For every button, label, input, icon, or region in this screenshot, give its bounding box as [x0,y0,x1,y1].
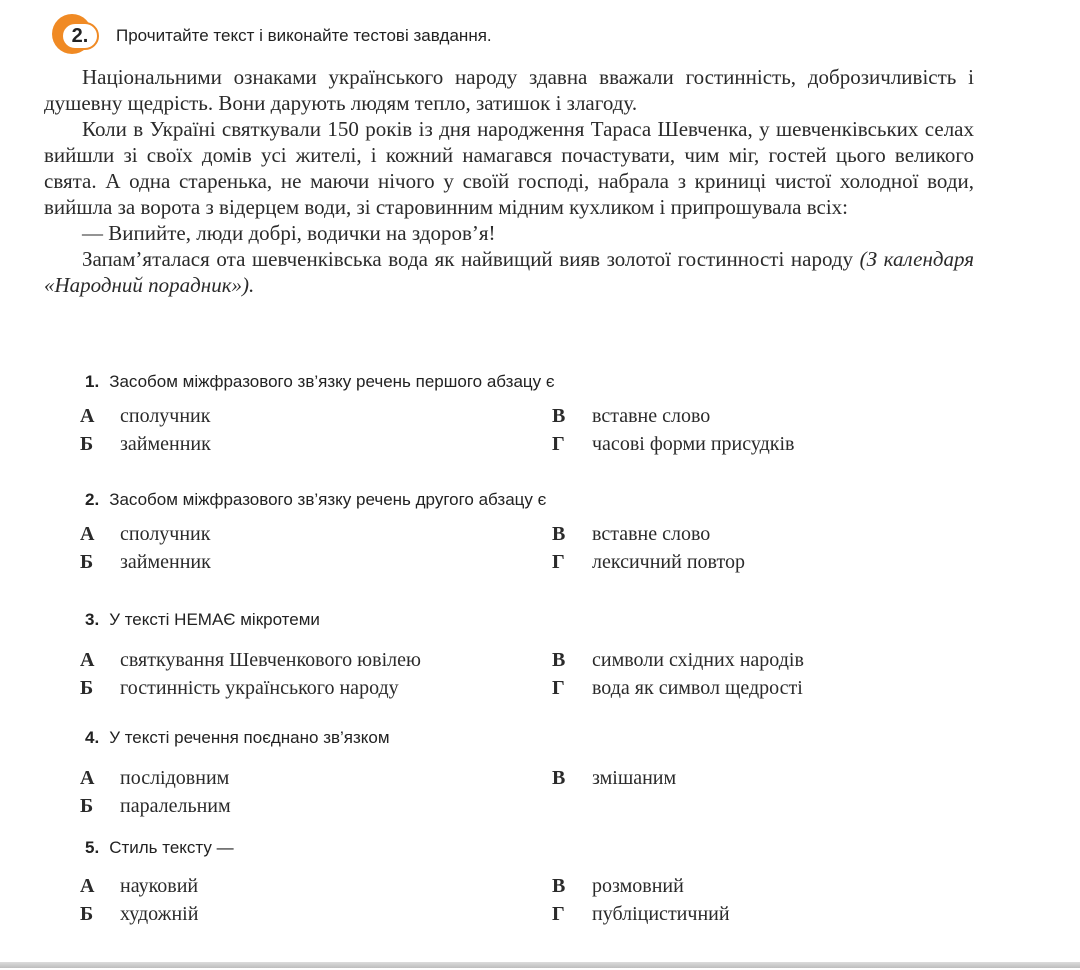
option-letter: А [80,523,95,545]
option-letter: Б [80,551,94,573]
option-letter: Б [80,903,94,925]
option-b[interactable] [80,548,211,576]
option-text: символи східних народів [592,649,804,671]
option-text: сполучник [120,523,211,545]
text-paragraph-4-body: Запам’яталася ота шевченківська вода як найвищий вияв золотої гостинності народу [82,247,854,271]
question-title [85,834,1020,862]
question-2 [80,486,1020,573]
option-letter: А [80,767,95,789]
text-paragraph-4 [44,246,974,298]
task-header [52,14,492,58]
option-text: вода як символ щедрості [592,677,803,699]
option-letter: Г [552,433,565,455]
page-bottom-edge [0,962,1080,968]
option-text: змішаним [592,767,677,789]
option-letter: В [552,405,566,427]
text-paragraph-3: — Випийте, люди добрі, водички на здоров’я! [82,221,496,245]
option-h[interactable] [552,548,745,576]
option-text: часові форми присудків [592,433,795,455]
option-a[interactable] [80,520,210,548]
option-b[interactable] [80,674,399,702]
question-text: Засобом міжфразового зв’язку речень другого абзацу є [109,490,547,509]
option-letter: Б [80,795,94,817]
question-title [85,606,1020,634]
question-title [85,368,1020,396]
question-3 [80,606,1020,699]
option-letter: А [80,649,95,671]
option-v[interactable] [552,402,710,430]
option-a[interactable] [80,646,421,674]
text-paragraph-2: Коли в Україні святкували 150 років із дня народження Тараса Шевченка, у шевченківських селах вийшли зі своїх домів усі жителі, і кожний намагався почастувати, чим міг, гостей цього великого свята. А одна старенька, не маючи нічого у своїй господі, набрала з криниці чистої холодної води, вийшла за ворота з відерцем води, зі старовинним мідним кухликом і припрошувала всіх: [44,117,974,219]
option-letter: Г [552,551,565,573]
option-text: паралельним [120,795,231,817]
question-text: Засобом міжфразового зв’язку речень першого абзацу є [109,372,555,391]
option-text: вставне слово [592,523,711,545]
question-text: У тексті речення поєднано зв’язком [109,728,390,747]
question-number: 1. [85,372,100,391]
question-number: 4. [85,728,100,747]
option-h[interactable] [552,900,730,928]
question-number: 3. [85,610,100,629]
option-text: послідовним [120,767,230,789]
question-number: 5. [85,838,100,857]
question-title [85,486,1020,514]
option-v[interactable] [552,764,676,792]
question-text: У тексті НЕМАЄ мікротеми [109,610,320,629]
question-text: Стиль тексту — [109,838,234,857]
task-title: Прочитайте текст і виконайте тестові завдання. [116,26,492,45]
option-b[interactable] [80,900,198,928]
task-number: 2. [61,22,99,50]
option-letter: В [552,523,566,545]
option-letter: Б [80,677,94,699]
question-5 [80,834,1020,925]
option-b[interactable] [80,792,231,820]
option-a[interactable] [80,872,198,900]
option-text: сполучник [120,405,211,427]
option-letter: Г [552,903,565,925]
option-text: займенник [120,433,211,455]
question-number: 2. [85,490,100,509]
option-h[interactable] [552,430,794,458]
text-source: (З календаря «Народний порадник»). [44,247,975,297]
option-letter: А [80,875,95,897]
option-v[interactable] [552,520,710,548]
option-letter: В [552,649,566,671]
option-letter: А [80,405,95,427]
option-v[interactable] [552,872,684,900]
option-text: вставне слово [592,405,711,427]
option-a[interactable] [80,402,210,430]
option-letter: В [552,767,566,789]
option-text: гостинність українського народу [120,677,399,699]
option-letter: Б [80,433,94,455]
option-text: лексичний повтор [592,551,745,573]
question-1 [80,368,1020,455]
option-letter: В [552,875,566,897]
task-number-badge [52,14,98,58]
question-4 [80,724,1020,817]
option-text: святкування Шевченкового ювілею [120,649,421,671]
option-h[interactable] [552,674,803,702]
option-text: розмовний [592,875,684,897]
option-letter: Г [552,677,565,699]
option-text: публіцистичний [592,903,730,925]
question-title [85,724,1020,752]
option-text: художній [120,903,199,925]
option-a[interactable] [80,764,229,792]
option-b[interactable] [80,430,211,458]
option-text: займенник [120,551,211,573]
reading-text [44,64,974,298]
text-paragraph-1: Національними ознаками українського народу здавна вважали гостинність, доброзичливість і душевну щедрість. Вони дарують людям тепло, затишок і злагоду. [44,65,974,115]
option-text: науковий [120,875,199,897]
option-v[interactable] [552,646,804,674]
